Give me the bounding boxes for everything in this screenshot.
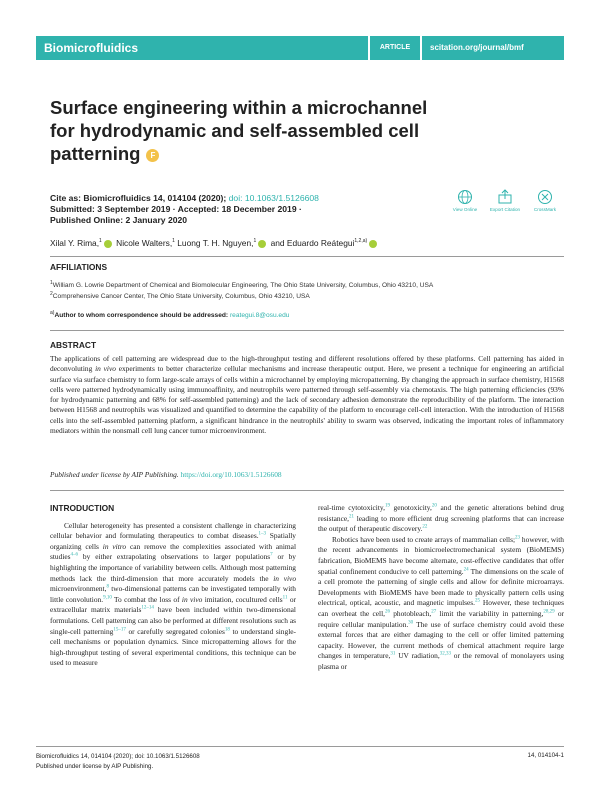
- text: in vitro: [102, 541, 127, 551]
- affiliation-2: Comprehensive Cancer Center, The Ohio State University, Columbus, Ohio 43210, USA: [52, 293, 310, 300]
- text: However, these techniques can overheat the cell,: [318, 598, 564, 618]
- ref-link[interactable]: 4–6: [70, 552, 79, 558]
- text: by either extrapolating observations to larger populations: [78, 552, 271, 562]
- text: UV radiation,: [395, 651, 440, 661]
- ref-link[interactable]: 9,10: [103, 595, 112, 601]
- ref-link[interactable]: 30: [408, 620, 414, 626]
- introduction-heading: INTRODUCTION: [50, 503, 115, 513]
- cite-doi-link[interactable]: doi: 10.1063/1.5126608: [228, 193, 319, 203]
- text: leading to more efficient drug screening platforms that can increase the output of therapeutic discovery.: [318, 513, 564, 534]
- text: or the removal of monolayers using plasma or: [318, 651, 564, 671]
- text: in vivo: [181, 594, 203, 604]
- ref-link[interactable]: 8: [106, 584, 109, 590]
- text: To combat the loss of: [111, 594, 182, 604]
- title-line-3: patterning: [50, 143, 141, 164]
- submitted-dates: Submitted: 3 September 2019 · Accepted: 18 December 2019 ·: [50, 204, 302, 215]
- author-4[interactable]: and Eduardo Reátegui: [270, 238, 355, 248]
- footer-line-1: Biomicrofluidics 14, 014104 (2020); doi: 10.1063/1.5126608: [36, 753, 200, 760]
- article-type-badge: ARTICLE: [370, 36, 420, 60]
- open-access-icon: F: [146, 149, 159, 162]
- citation-block: [50, 193, 390, 227]
- author-3-sup: 1: [253, 238, 257, 245]
- ref-link[interactable]: 18: [224, 627, 230, 633]
- intro-column-1: [50, 503, 296, 669]
- affiliations-list: [50, 280, 564, 302]
- intro-paragraph-1-cont: [318, 503, 564, 535]
- text: The use of surface chemistry could avoid these external forces that are either damaging to the cell or offer limited patterning capacity. However, the current methods of chemical attachment require large changes in temperature,: [318, 619, 564, 661]
- license-text: Published under license by AIP Publishing.: [50, 470, 179, 479]
- ref-link[interactable]: 1–3: [258, 531, 267, 537]
- text: Spatially organizing cells: [50, 531, 296, 551]
- crossmark-icon: [537, 189, 553, 205]
- title-line-2: for hydrodynamic and self-assembled cell: [50, 120, 420, 141]
- text: real-time cytotoxicity,: [318, 503, 385, 512]
- orcid-icon[interactable]: [258, 240, 266, 248]
- license-line: [50, 470, 564, 479]
- crossmark-label: CrossMark: [533, 207, 557, 212]
- aff1-sup: 1: [50, 279, 53, 286]
- ref-link[interactable]: 15–17: [113, 627, 126, 633]
- ref-link[interactable]: 23: [515, 535, 521, 541]
- view-online-button[interactable]: [445, 189, 485, 212]
- text: or carefully segregated colonies: [125, 626, 225, 636]
- text: photobleach,: [389, 608, 432, 618]
- text: Cellular heterogeneity has presented a consistent challenge in characterizing cellular behavior and formulating therapeutics to combat diseases.: [50, 520, 296, 541]
- text: two-dimensional patterns can be investigated temporally with little convolution.: [50, 584, 296, 604]
- page-number: 14, 014104-1: [527, 752, 564, 759]
- author-2[interactable]: Nicole Walters,: [116, 238, 173, 248]
- text: or extracellular matrix materials: [50, 594, 297, 615]
- text: imitation, cocultured cells: [202, 594, 283, 604]
- view-online-label: View Online: [452, 207, 478, 212]
- text: can remove the complexities associated with animal studies: [50, 541, 296, 562]
- journal-url-link[interactable]: scitation.org/journal/bmf: [422, 36, 564, 60]
- ref-link[interactable]: 21: [349, 514, 354, 520]
- license-doi-link[interactable]: https://doi.org/10.1063/1.5126608: [180, 470, 282, 479]
- divider: [50, 256, 564, 257]
- text: or by highlighting the importance of variability between cells. Although most patterning methods lack the third-dimension that more accurately models the: [50, 552, 296, 583]
- text: limit the variability in patterning,: [436, 608, 544, 618]
- ref-link[interactable]: 11: [282, 595, 288, 601]
- author-1-sup: 1: [99, 238, 102, 245]
- journal-banner: Biomicrofluidics: [36, 36, 368, 60]
- text: microenvironment,: [50, 584, 107, 594]
- article-tools: [445, 189, 565, 225]
- author-2-sup: 1: [172, 238, 175, 245]
- abstract-em: in vivo: [95, 364, 116, 374]
- export-citation-button[interactable]: [485, 189, 525, 212]
- ref-link[interactable]: 26: [384, 609, 390, 615]
- footer-divider: [36, 746, 564, 747]
- correspondence: [50, 309, 564, 319]
- aff2-sup: 2: [50, 290, 53, 297]
- ref-link[interactable]: 7: [270, 552, 273, 558]
- ref-link[interactable]: 28,29: [543, 609, 555, 615]
- affiliation-1: William G. Lowrie Department of Chemical and Biomolecular Engineering, The Ohio State University, Columbus, Ohio 43210, USA: [52, 282, 434, 289]
- article-title: [50, 96, 470, 165]
- ref-link[interactable]: 27: [431, 609, 437, 615]
- crossmark-button[interactable]: [525, 189, 565, 212]
- ref-link[interactable]: 12–14: [141, 605, 154, 611]
- export-citation-label: Export Citation: [489, 207, 521, 212]
- published-date: Published Online: 2 January 2020: [50, 215, 188, 226]
- ref-link[interactable]: 24: [463, 567, 469, 573]
- footer-citation: [36, 752, 200, 772]
- ref-link[interactable]: 20: [431, 503, 437, 509]
- ref-link[interactable]: 19: [384, 503, 390, 509]
- intro-column-2: [318, 503, 564, 673]
- corr-sup: a): [50, 309, 55, 316]
- abstract-heading: ABSTRACT: [50, 340, 97, 350]
- affiliations-heading: AFFILIATIONS: [50, 262, 108, 272]
- ref-link[interactable]: 31: [390, 651, 396, 657]
- corr-email-link[interactable]: reategui.8@osu.edu: [229, 312, 290, 319]
- divider: [50, 330, 564, 331]
- divider: [50, 490, 564, 491]
- text: however, with the recent advancements in biomicroelectromechanical system (BioMEMS) fabrication, BioMEMS have become alternate, cost-effective candidates that offer spatial confinement conducive to cell patterning.: [318, 534, 564, 576]
- ref-link[interactable]: 25: [475, 598, 481, 604]
- text: and the genetic alterations behind drug resistance,: [318, 503, 564, 523]
- author-1[interactable]: Xilal Y. Rima,: [50, 238, 100, 248]
- author-4-sup: 1,2,a): [354, 238, 368, 245]
- orcid-icon[interactable]: [104, 240, 112, 248]
- author-list: [50, 238, 500, 248]
- text: The dimensions on the scale of a cell promote the patterning of single cells and allow for definite microarrays. Developments with BioMEMS have been made to physically pattern cells using electrical, optical, acoustic, and magnetic impulses.: [318, 566, 564, 608]
- text: have been included within two-dimensional formulations. Cell patterning can also be performed at different resolutions such as single-cell patterning: [50, 605, 296, 636]
- globe-icon: [457, 189, 473, 205]
- orcid-icon[interactable]: [369, 240, 377, 248]
- text: in vivo: [273, 573, 297, 583]
- author-3[interactable]: Luong T. H. Nguyen,: [177, 238, 254, 248]
- text: Robotics have been used to create arrays of mammalian cells;: [332, 534, 516, 544]
- ref-link[interactable]: 22: [422, 524, 428, 530]
- abstract-part: The applications of cell patterning are widespread due to the high-throughput testing and different resolutions offered by these platforms. Cell patterning has aided in deconvoluting: [50, 354, 564, 374]
- corr-label: Author to whom correspondence should be addressed:: [54, 312, 229, 319]
- intro-paragraph-1: [50, 521, 296, 669]
- footer-line-2: Published under license by AIP Publishing.: [36, 763, 154, 770]
- export-icon: [497, 189, 513, 205]
- title-line-1: Surface engineering within a microchannel: [50, 97, 428, 118]
- text: genotoxicity,: [389, 503, 432, 512]
- text: or require cellular manipulation.: [318, 608, 564, 629]
- abstract-part: experiments to better characterize cellular mechanisms and increase therapeutic output. Here, we present a technique for engineering an artificial surface via surface chemistry to form large-scale arrays of cells within a microchannel by employing micropatterning. By changing the approach in surface chemistry, H1568 cells were patterned hydrodynamically using immunoaffinity, and neutrophils were patterned through self-assembly via chemotaxis. The high patterning efficiencies (93% for hydrodynamic patterning and 68% for self-assembled patterning) and the lack of secondary adhesion demonstrate the reproducibility of the platform. The interaction between H1568 and neutrophils was visualized and quantified to determine the capability of the platform to encourage cell-cell interaction. With the introduction of H1568 cells into the self-assembled patterning platform, a significant hindrance in the neutrophils' ability to swarm was observed, indicating the important roles of inflammatory mediators within the nonsmall cell lung cancer tumor microenvironment.: [50, 364, 564, 436]
- cite-as: Cite as: Biomicrofluidics 14, 014104 (2020);: [50, 193, 227, 203]
- intro-paragraph-2: [318, 535, 564, 673]
- ref-link[interactable]: 32,33: [439, 651, 451, 657]
- text: to understand single-cell mechanisms or population dynamics. Since micropatterning allows for the high-throughput testing of several experimental conditions, this technique can be used to measure: [50, 626, 296, 668]
- abstract-text: [50, 354, 564, 436]
